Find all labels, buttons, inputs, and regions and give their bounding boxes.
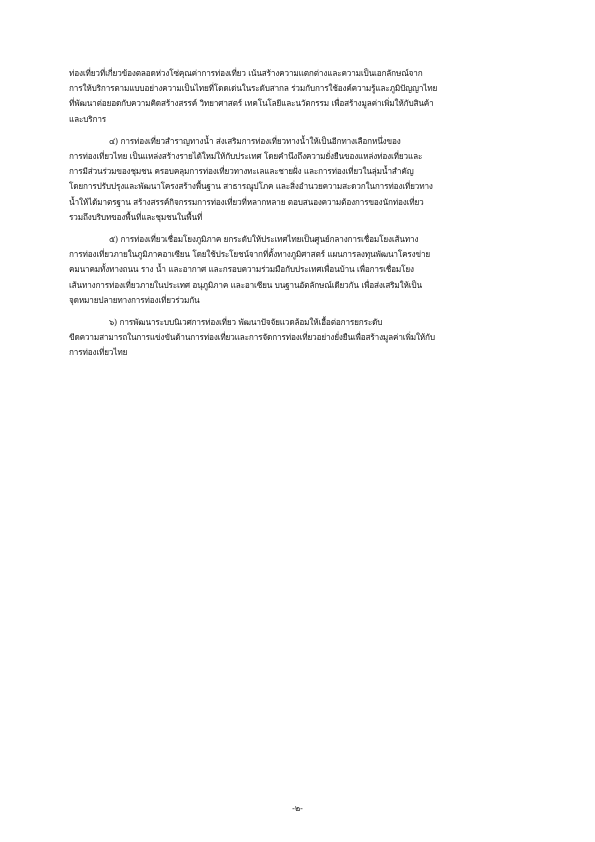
text-line: ที่พัฒนาต่อยอดกับความคิดสร้างสรรค์ วิทยาศาสตร์ เทคโนโลยีและนวัตกรรม เพื่อสร้างมูลค่าเพิ่มให้กับสินค้า [69,98,434,109]
item-heading-line: ๕) การท่องเที่ยวเชื่อมโยงภูมิภาค ยกระดับให้ประเทศไทยเป็นศูนย์กลางการเชื่อมโยงเส้นทาง [109,234,419,245]
paragraph-tourism-value-chain [69,66,517,127]
item-heading-line: ๔) การท่องเที่ยวสำราญทางน้ำ ส่งเสริมการท่องเที่ยวทางน้ำให้เป็นอีกทางเลือกหนึ่งของ [109,135,401,146]
paragraph-item-4-cruise-tourism [69,134,517,225]
text-line: คมนาคมทั้งทางถนน ราง น้ำ และอากาศ และกรอบความร่วมมือกับประเทศเพื่อนบ้าน เพื่อการเชื่อมโยง [69,264,414,275]
text-line: เส้นทางการท่องเที่ยวภายในประเทศ อนุภูมิภาค และอาเซียน บนฐานอัตลักษณ์เดียวกัน เพื่อส่งเสริมให้เป็น [69,279,422,290]
paragraph-gap [69,308,517,315]
paragraph-item-6-tourism-ecosystem [69,315,517,361]
text-line: ขีดความสามารถในการแข่งขันด้านการท่องเที่ยวและการจัดการท่องเที่ยวอย่างยั่งยืนเพื่อสร้างมูลค่าเพิ่มให้กับ [69,332,435,343]
document-body [69,66,517,361]
text-line: โดยการปรับปรุงและพัฒนาโครงสร้างพื้นฐาน สาธารณูปโภค และสิ่งอำนวยความสะดวกในการท่องเที่ยวทาง [69,181,433,192]
text-line: ท่องเที่ยวที่เกี่ยวข้องตลอดห่วงโซ่คุณค่าการท่องเที่ยว เน้นสร้างความแตกต่างและความเป็นเอกลักษณ์จาก [69,68,423,78]
text-line: และบริการ [69,113,107,124]
text-line: จุดหมายปลายทางการท่องเที่ยวร่วมกัน [69,294,200,305]
page-number: -๒- [292,804,303,813]
paragraph-gap [69,127,517,134]
paragraph-gap [69,225,517,232]
text-line: การท่องเที่ยวไทย [69,347,128,358]
text-line: รวมถึงบริบทของพื้นที่และชุมชนในพื้นที่ [69,211,203,222]
text-line: การท่องเที่ยวภายในภูมิภาคอาเซียน โดยใช้ประโยชน์จากที่ตั้งทางภูมิศาสตร์ แผนการลงทุนพัฒนาโครงข่าย [69,249,431,260]
text-line: การมีส่วนร่วมของชุมชน ครอบคลุมการท่องเที่ยวทางทะเลและชายฝั่ง และการท่องเที่ยวในลุ่มน้ำสำคัญ [69,166,414,177]
paragraph-item-5-regional-tourism [69,232,517,308]
text-line: การท่องเที่ยวไทย เป็นแหล่งสร้างรายได้ใหม่ให้กับประเทศ โดยคำนึงถึงความยั่งยืนของแหล่งท่องเที่ยวและ [69,151,423,162]
text-line: น้ำให้ได้มาตรฐาน สร้างสรรค์กิจกรรมการท่องเที่ยวที่หลากหลาย ตอบสนองความต้องการของนักท่องเที่ยว [69,196,424,207]
text-line: การให้บริการตามแบบอย่างความเป็นไทยที่โดดเด่นในระดับสากล ร่วมกับการใช้องค์ความรู้และภูมิปัญญาไทย [69,83,438,94]
item-heading-line: ๖) การพัฒนาระบบนิเวศการท่องเที่ยว พัฒนาปัจจัยแวดล้อมให้เอื้อต่อการยกระดับ [109,317,383,328]
